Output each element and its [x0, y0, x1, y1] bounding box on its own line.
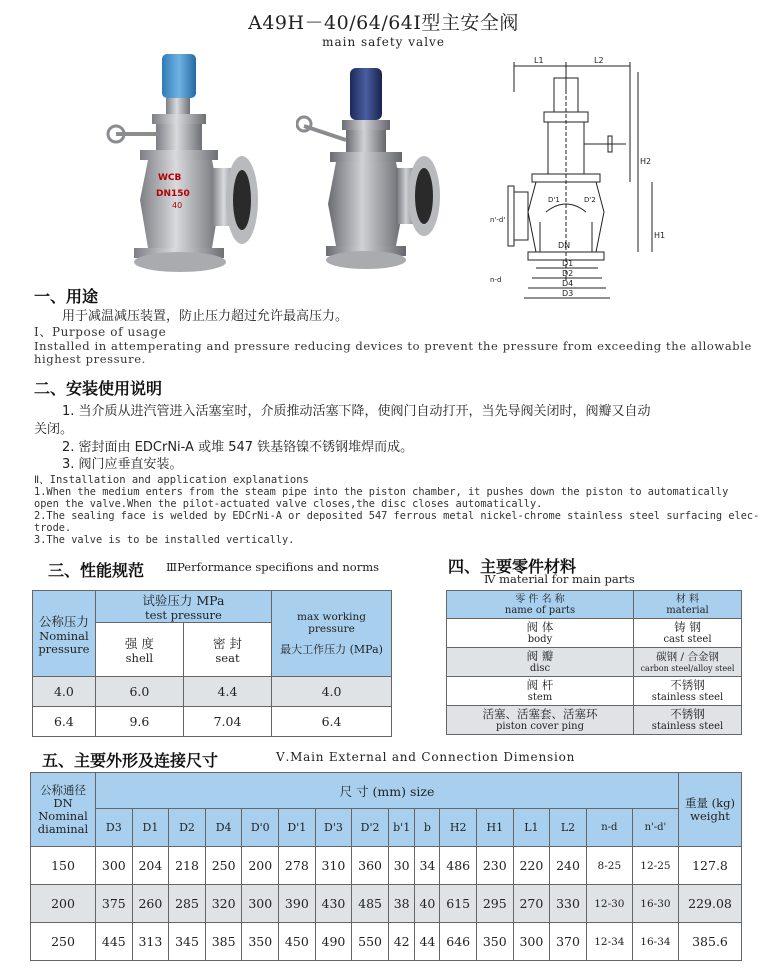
dim-label-dp1: D'1 [548, 196, 560, 204]
valve-photo-blue [100, 50, 260, 282]
perf-header-np: 公称压力 Nominal pressure [33, 591, 96, 677]
mat-header-part: 零 件 名 称 name of parts [447, 591, 634, 619]
dim-label-h1: H1 [654, 231, 666, 240]
mat-row: 阀 瓣 disc 碳钢 / 合金钢 carbon steel/alloy steel [447, 648, 742, 677]
page-title: A49H－40/64/64I型主安全阀 [248, 12, 519, 34]
dim-label-dp2: D'2 [584, 196, 596, 204]
section2-zh-3: 3. 阀门应垂直安装。 [62, 457, 183, 472]
valve-mark-dn150: DN150 [156, 189, 190, 199]
section3-title: 三、性能规范 [48, 561, 145, 580]
section2-en-2a: 2.The sealing face is welded by EDCrNi-A or deposited 547 ferrous metal nickel-chrome stainless steel surfacing elec- [34, 510, 760, 522]
dim-label-d2: D2 [562, 269, 574, 278]
dim-col-d4: D4 [205, 809, 242, 847]
dim-label-l2: L2 [594, 56, 604, 65]
section1-en-title: Ⅰ、Purpose of usage [34, 325, 167, 339]
valve-section-drawing [488, 52, 668, 314]
section2-en-1a: 1.When the medium enters from the steam pipe into the piston chamber, it pushes down the piston to automatically [34, 486, 729, 498]
section2-en-title: Ⅱ、Installation and application explanations [34, 474, 309, 486]
section5-title: 五、主要外形及连接尺寸 [42, 751, 219, 770]
dim-col-dp2: D'2 [352, 809, 389, 847]
section1-en-line1: Installed in attemperating and pressure reducing devices to prevent the pressure from exceeding the allowable [34, 339, 752, 353]
dim-col-dp1: D'1 [279, 809, 316, 847]
performance-table [32, 590, 392, 737]
dim-col-h2: H2 [440, 809, 477, 847]
dim-label-nd: n-d [490, 276, 502, 284]
perf-header-seat: 密 封 seat [183, 623, 271, 677]
page-subtitle: main safety valve [322, 35, 445, 49]
section2-en-3: 3.The valve is to be installed vertically. [34, 534, 295, 546]
dim-header-dn: 公称通径 DN Nominal diaminal [31, 773, 96, 847]
dim-row: 150 300 204 218 250 200 278 310 360 30 34 486 230 220 240 8-25 12-25 127.8 [31, 847, 742, 885]
dim-header-weight: 重量 (kg) weight [679, 773, 742, 847]
valve-photo-dark [296, 64, 446, 274]
section2-en-1b: open the valve.When the pilot-actuated valve closes,the disc closes automatically. [34, 498, 543, 510]
perf-row: 4.0 6.0 4.4 4.0 [33, 677, 392, 707]
dim-header-size: 尺 寸 (mm) size [96, 773, 679, 809]
section2-zh-2: 2. 密封面由 EDCrNi-A 或堆 547 铁基铬镍不锈钢堆焊而成。 [62, 440, 414, 455]
section1-title: 一、用途 [34, 287, 99, 306]
dim-row: 200 375 260 285 320 300 390 430 485 38 40 615 295 270 330 12-30 16-30 229.08 [31, 885, 742, 923]
dim-col-l1: L1 [513, 809, 550, 847]
section2-zh-1a: 1. 当介质从进汽管进入活塞室时，介质推动活塞下降，使阀门自动打开，当先导阀关闭时，阀瓣又自动 [62, 404, 651, 419]
dim-col-bp1: b'1 [388, 809, 415, 847]
section4-title-en: Ⅳ material for main parts [484, 572, 635, 586]
section2-zh-1b: 关闭。 [34, 422, 74, 437]
section1-en-line2: highest pressure. [34, 352, 146, 366]
dim-col-dp0: D'0 [242, 809, 279, 847]
section5-title-en: Ⅴ.Main External and Connection Dimension [276, 750, 576, 764]
dim-label-d4: D4 [562, 279, 574, 288]
dimension-table [30, 772, 742, 961]
dim-col-nd2: n'-d' [632, 809, 678, 847]
mat-row: 活塞、活塞套、活塞环 piston cover ping 不锈钢 stainless steel [447, 706, 742, 735]
section1-zh: 用于减温减压装置，防止压力超过允许最高压力。 [62, 309, 349, 324]
dim-col-d2: D2 [169, 809, 206, 847]
section4-title: 四、主要零件材料 [448, 557, 577, 576]
section3-title-en: ⅢPerformance specifions and norms [166, 560, 380, 574]
perf-row: 6.4 9.6 7.04 6.4 [33, 707, 392, 737]
section2-title: 二、安装使用说明 [34, 379, 163, 398]
dim-col-d1: D1 [132, 809, 169, 847]
section2-en-2b: trode. [34, 522, 72, 534]
perf-header-max: max working pressure 最大工作压力 (MPa) [272, 591, 392, 677]
valve-mark-pn: 40 [172, 201, 183, 210]
dim-label-d1: D1 [562, 259, 574, 268]
dim-col-d3: D3 [96, 809, 133, 847]
dim-row: 250 445 313 345 385 350 450 490 550 42 44 646 350 300 370 12-34 16-34 385.6 [31, 923, 742, 961]
dim-col-dp3: D'3 [315, 809, 352, 847]
dim-label-h2: H2 [640, 157, 652, 166]
mat-header-material: 材 料 material [634, 591, 742, 619]
dim-col-h1: H1 [476, 809, 513, 847]
mat-row: 阀 体 body 铸 钢 cast steel [447, 619, 742, 648]
dim-label-l1: L1 [534, 56, 544, 65]
dim-label-d3: D3 [562, 289, 574, 298]
dim-col-b: b [415, 809, 440, 847]
dim-label-dn: DN [558, 241, 571, 250]
perf-header-test: 试验压力 MPa test pressure [95, 591, 271, 623]
materials-table [446, 590, 742, 735]
valve-mark-wcb: WCB [158, 173, 182, 183]
dim-col-nd: n-d [586, 809, 632, 847]
dim-label-nd2: n'-d' [490, 216, 506, 224]
mat-row: 阀 杆 stem 不锈钢 stainless steel [447, 677, 742, 706]
dim-col-l2: L2 [550, 809, 587, 847]
perf-header-shell: 强 度 shell [95, 623, 183, 677]
